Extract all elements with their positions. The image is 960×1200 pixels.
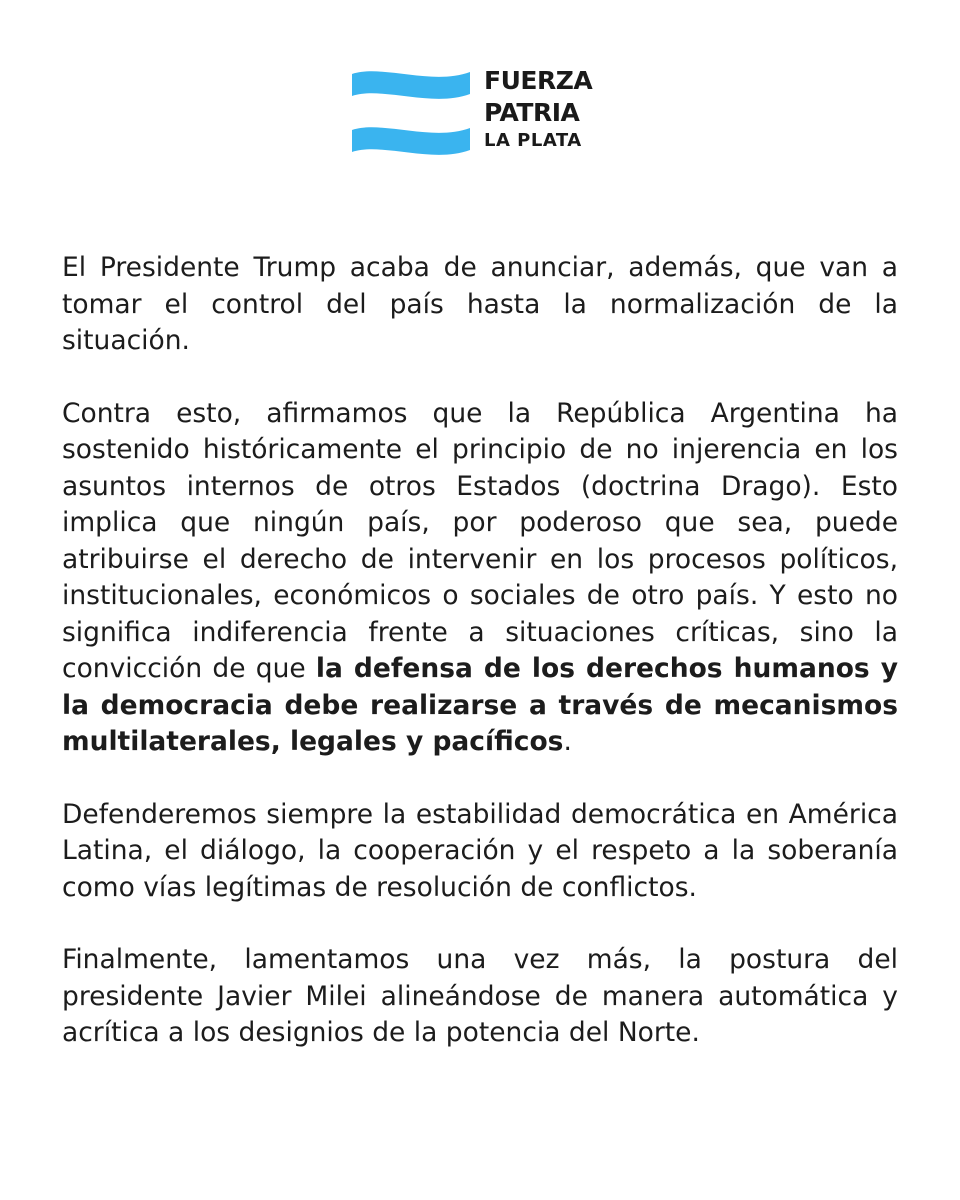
logo-line-patria: PATRIA: [484, 98, 580, 127]
flag-stripe-bottom: [352, 127, 470, 155]
paragraph-4: Finalmente, lamentamos una vez más, la postura del presidente Javier Milei alineándose de manera automática y acrítica a los designios de la potencia del Norte.: [62, 944, 898, 1048]
statement-body: [62, 250, 898, 1088]
argentina-flag-wave-icon: [352, 66, 470, 160]
fuerza-patria-logo: [352, 66, 612, 162]
paragraph-3: Defenderemos siempre la estabilidad democrática en América Latina, el diálogo, la cooperación y el respeto a la soberanía como vías legítimas de resolución de conflictos.: [62, 798, 898, 903]
logo-line-la-plata: LA PLATA: [484, 130, 582, 151]
paragraph-2-bold: la defensa de los derechos humanos y la democracia debe realizarse a través de mecanismos multilaterales, legales y pacíficos: [62, 653, 898, 757]
logo-wordmark: [484, 68, 592, 157]
flag-stripe-top: [352, 71, 470, 99]
paragraph-2-end: .: [563, 726, 572, 757]
paragraph-2: [62, 396, 898, 761]
paragraph-2-text: Contra esto, afirmamos que la República Argentina ha sostenido históricamente el principio de no injerencia en los asuntos internos de otros Estados (doctrina Drago). Esto implica que ningún país, por poderoso que sea, puede atribuirse el derecho de intervenir en los procesos políticos, institucionales, económicos o sociales de otro país. Y esto no significa indiferencia frente a situaciones críticas, sino la convicción de que: [62, 397, 898, 684]
logo-line-fuerza: FUERZA: [484, 66, 593, 95]
paragraph-1: El Presidente Trump acaba de anunciar, además, que van a tomar el control del país hasta la normalización de la situación.: [62, 252, 898, 356]
